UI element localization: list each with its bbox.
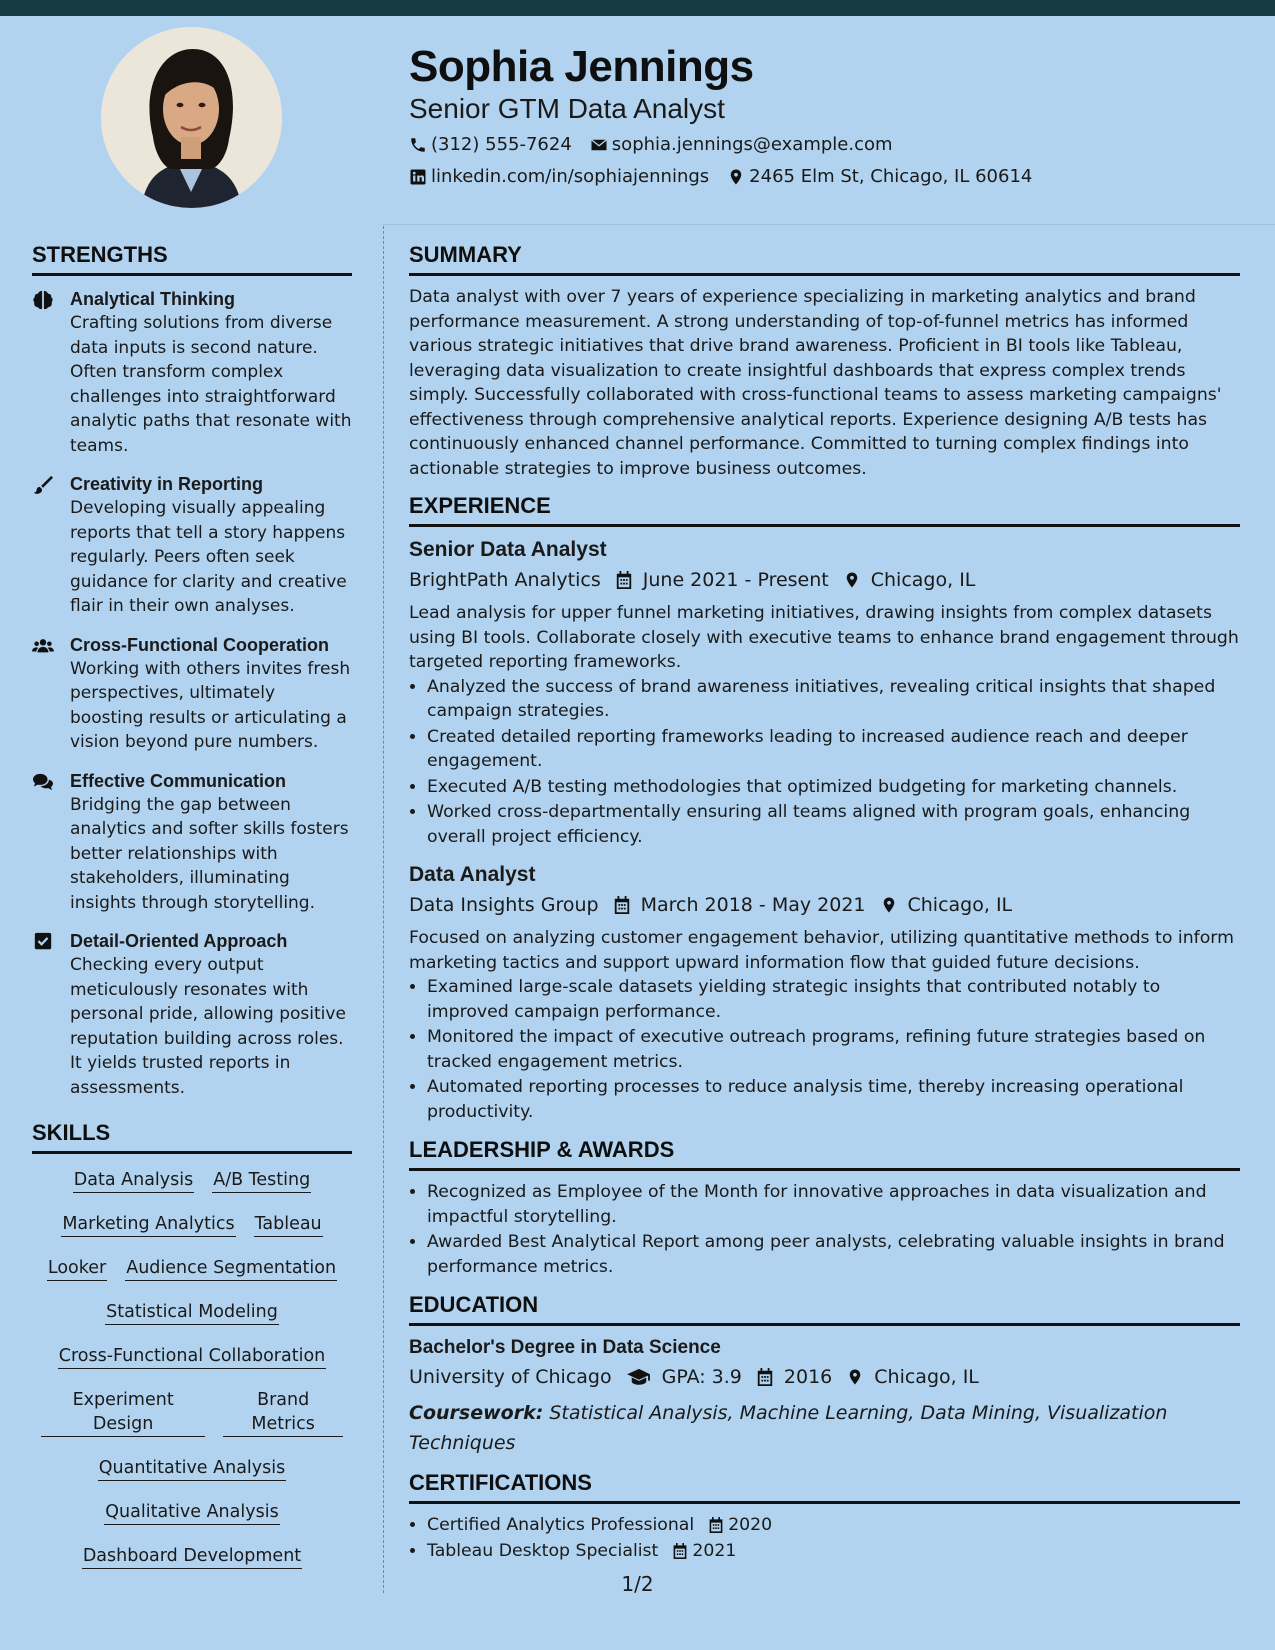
job-bullets xyxy=(409,675,1240,850)
page-number: 1/2 xyxy=(621,1572,654,1596)
award-item: • Recognized as Employee of the Month for innovative approaches in data visualization and impactful storytelling. xyxy=(427,1180,1240,1229)
linkedin-item xyxy=(409,166,709,187)
right-column xyxy=(409,242,1240,1564)
job-title: Data Analyst xyxy=(409,863,536,886)
skill-tag: Looker xyxy=(47,1256,107,1281)
skill-tag: Cross-Functional Collaboration xyxy=(58,1344,327,1369)
skill-tag: Tableau xyxy=(254,1212,323,1237)
address-item xyxy=(727,166,1032,187)
header-divider xyxy=(383,224,1275,225)
bullet-item: • Created detailed reporting frameworks leading to increased audience reach and deeper engagement. xyxy=(427,725,1240,774)
award-item: • Awarded Best Analytical Report among peer analysts, celebrating valuable insights in brand performance metrics. xyxy=(427,1230,1240,1279)
top-bar xyxy=(0,0,1275,16)
map-pin-icon xyxy=(880,895,898,915)
map-pin-icon xyxy=(727,168,745,186)
certifications-heading: CERTIFICATIONS xyxy=(409,1470,1240,1504)
calendar-icon xyxy=(672,1542,688,1560)
strengths-heading: STRENGTHS xyxy=(32,242,352,276)
calendar-icon xyxy=(756,1367,774,1387)
cert-item xyxy=(427,1539,1240,1564)
strength-item xyxy=(32,473,352,619)
skill-tag: A/B Testing xyxy=(212,1168,311,1193)
bullet-item: • Analyzed the success of brand awareness initiatives, revealing critical insights that shaped campaign strategies. xyxy=(427,675,1240,724)
gpa-text: GPA: 3.9 xyxy=(661,1366,742,1388)
strength-title: Effective Communication xyxy=(70,770,287,791)
skill-tag: Data Analysis xyxy=(73,1168,194,1193)
job-dates: June 2021 - Present xyxy=(642,569,829,591)
map-pin-icon xyxy=(846,1367,864,1387)
skill-tag: Quantitative Analysis xyxy=(98,1456,287,1481)
bullet-item: • Automated reporting processes to reduce analysis time, thereby increasing operational productivity. xyxy=(427,1075,1240,1124)
address-text: 2465 Elm St, Chicago, IL 60614 xyxy=(749,166,1033,187)
skill-tag: Marketing Analytics xyxy=(61,1212,235,1237)
envelope-icon xyxy=(590,136,608,154)
cert-year: 2021 xyxy=(692,1540,737,1561)
job-location: Chicago, IL xyxy=(870,569,976,591)
skill-tag: Dashboard Development xyxy=(82,1544,302,1569)
job-meta xyxy=(409,890,1240,920)
bullet-item: • Examined large-scale datasets yielding strategic insights that contributed notably to improved campaign performance. xyxy=(427,975,1240,1024)
phone-text: (312) 555-7624 xyxy=(431,134,572,155)
linkedin-icon xyxy=(409,168,427,186)
map-pin-icon xyxy=(843,570,861,590)
strength-item xyxy=(32,770,352,916)
education-meta xyxy=(409,1362,1240,1392)
bullet-item: • Worked cross-departmentally ensuring all teams aligned with program goals, enhancing overall project efficiency. xyxy=(427,800,1240,849)
job-meta xyxy=(409,565,1240,595)
email-text: sophia.jennings@example.com xyxy=(611,134,893,155)
education-heading: EDUCATION xyxy=(409,1292,1240,1326)
coursework-label: Coursework: xyxy=(409,1402,544,1424)
certifications-list xyxy=(409,1513,1240,1563)
phone-icon xyxy=(409,136,427,154)
cert-name: • Certified Analytics Professional xyxy=(427,1515,695,1535)
column-divider xyxy=(383,226,384,1593)
cert-year: 2020 xyxy=(728,1515,773,1535)
skill-tag: Brand Metrics xyxy=(223,1388,343,1437)
strength-item xyxy=(32,930,352,1100)
linkedin-text: linkedin.com/in/sophiajennings xyxy=(431,166,710,187)
candidate-name: Sophia Jennings xyxy=(409,42,754,91)
bullet-item: • Monitored the impact of executive outreach programs, refining future strategies based on tracked engagement metrics. xyxy=(427,1025,1240,1074)
summary-text: Data analyst with over 7 years of experience specializing in marketing analytics and brand performance measurement. A strong understanding of top-of-funnel metrics has informed various strategic initiatives that drive brand awareness. Proficient in BI tools like Tableau, leveraging data visualization to create insightful dashboards that express complex trends simply. Successfully collaborated with cross-functional teams to assess marketing campaigns' effectiveness through comprehensive analytical reports. Experience designing A/B tests has continuously enhanced channel performance. Committed to turning complex findings into actionable strategies to improve business outcomes. xyxy=(409,287,1222,479)
job-company: BrightPath Analytics xyxy=(409,569,601,591)
cert-name: • Tableau Desktop Specialist xyxy=(427,1540,659,1561)
strength-desc: Bridging the gap between analytics and softer skills fosters better relationships with stakeholders, illuminating insights through storytelling. xyxy=(70,794,349,913)
cert-item xyxy=(427,1513,1240,1538)
phone-item xyxy=(409,134,572,155)
graduation-year: 2016 xyxy=(783,1366,833,1388)
strength-desc: Crafting solutions from diverse data inputs is second nature. Often transform complex challenges into straightforward analytic paths that resonate with teams. xyxy=(70,313,352,456)
strength-title: Detail-Oriented Approach xyxy=(70,931,288,951)
strength-desc: Checking every output meticulously resonates with personal pride, allowing positive reputation building across roles. It yields trusted reports in assessments. xyxy=(70,955,346,1098)
job-title: Senior Data Analyst xyxy=(409,538,607,561)
skill-tag: Experiment Design xyxy=(41,1388,205,1437)
users-icon xyxy=(32,636,54,656)
bullet-item: • Executed A/B testing methodologies that optimized budgeting for marketing channels. xyxy=(427,775,1240,800)
skills-list xyxy=(32,1166,352,1569)
school-location: Chicago, IL xyxy=(874,1366,979,1388)
email-item xyxy=(590,134,893,155)
strength-title: Cross-Functional Cooperation xyxy=(70,634,330,655)
job-description: Lead analysis for upper funnel marketing initiatives, drawing insights from complex datasets using BI tools. Collaborate closely with executive teams to enhance brand engagement through targeted reporting frameworks. xyxy=(409,603,1239,672)
skills-heading: SKILLS xyxy=(32,1120,352,1154)
job-company: Data Insights Group xyxy=(409,894,599,916)
skill-tag: Audience Segmentation xyxy=(125,1256,337,1281)
paintbrush-icon xyxy=(32,475,54,495)
left-column xyxy=(32,242,352,1588)
job-dates: March 2018 - May 2021 xyxy=(640,894,866,916)
job-bullets xyxy=(409,975,1240,1124)
summary-heading: SUMMARY xyxy=(409,242,1240,276)
checkbox-icon xyxy=(32,932,54,952)
strength-item xyxy=(32,634,352,755)
calendar-icon xyxy=(613,895,631,915)
coursework-text: Statistical Analysis, Machine Learning, Data Mining, Visualization Techniques xyxy=(409,1402,1168,1454)
strength-desc: Developing visually appealing reports that tell a story happens regularly. Peers often seek guidance for clarity and creative flair in their own analyses. xyxy=(70,498,347,616)
profile-photo xyxy=(101,27,282,208)
leadership-heading: LEADERSHIP & AWARDS xyxy=(409,1137,1240,1171)
leadership-list xyxy=(409,1180,1240,1279)
contact-row-2 xyxy=(409,166,1050,187)
candidate-role: Senior GTM Data Analyst xyxy=(409,93,725,124)
school-name: University of Chicago xyxy=(409,1366,612,1388)
strength-item xyxy=(32,288,352,458)
skill-tag: Statistical Modeling xyxy=(105,1300,279,1325)
strength-desc: Working with others invites fresh perspectives, ultimately boosting results or articulating a vision beyond pure numbers. xyxy=(70,658,351,752)
skill-tag: Qualitative Analysis xyxy=(104,1500,279,1525)
calendar-icon xyxy=(708,1516,724,1534)
degree-title: Bachelor's Degree in Data Science xyxy=(409,1337,721,1358)
strength-title: Analytical Thinking xyxy=(70,289,236,309)
comments-icon xyxy=(32,772,54,792)
calendar-icon xyxy=(615,570,633,590)
job-description: Focused on analyzing customer engagement behavior, utilizing quantitative methods to inform marketing tactics and support upward information flow that guided future decisions. xyxy=(409,928,1234,973)
contact-row-1 xyxy=(409,134,911,155)
strength-title: Creativity in Reporting xyxy=(70,474,264,494)
graduation-cap-icon xyxy=(626,1367,652,1387)
brain-icon xyxy=(32,290,54,310)
job-location: Chicago, IL xyxy=(907,894,1013,916)
coursework xyxy=(409,1398,1240,1458)
experience-heading: EXPERIENCE xyxy=(409,493,1240,527)
